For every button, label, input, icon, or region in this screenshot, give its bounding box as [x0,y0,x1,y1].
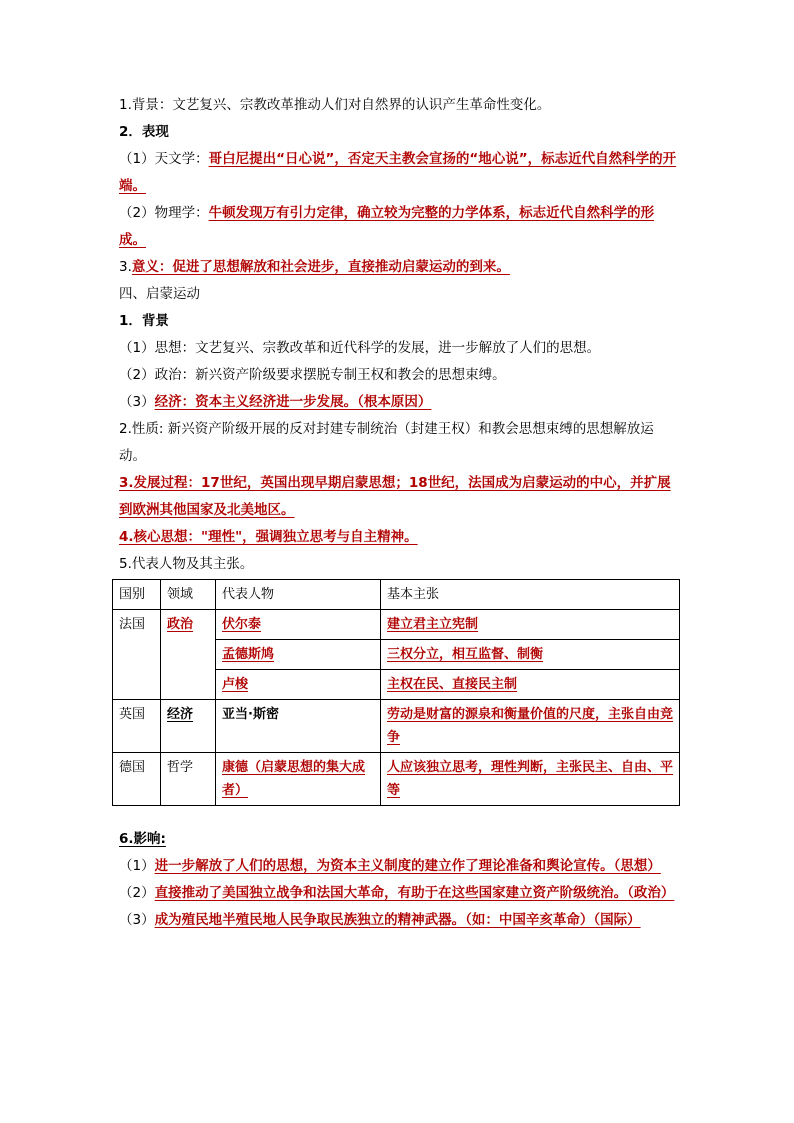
person-cell: 卢梭 [216,670,381,700]
background-line: 1.背景：文艺复兴、宗教改革推动人们对自然界的认识产生革命性变化。 [119,97,551,113]
influence-heading: 6.影响: [119,831,166,847]
economy-item [119,389,679,416]
field-cell: 政治 [161,610,216,700]
person-cell: 孟德斯鸠 [216,640,381,670]
performance-heading: 2．表现 [119,124,169,140]
influence-label: （2） [119,885,155,901]
table-row [113,753,680,806]
representatives-line: 5.代表人物及其主张。 [119,556,254,572]
country-cell: 英国 [113,700,161,753]
influence-item [119,907,679,934]
development-line [119,470,679,524]
claim-cell: 劳动是财富的源泉和衡量价值的尺度，主张自由竞争 [381,700,680,753]
person-cell: 伏尔泰 [216,610,381,640]
economy-text: 经济：资本主义经济进一步发展。（根本原因） [154,394,432,410]
document-page [119,92,679,934]
field-cell: 哲学 [161,753,216,806]
claim-cell: 主权在民、直接民主制 [381,670,680,700]
country-cell: 德国 [113,753,161,806]
development-text: 发展过程：17世纪，英国出现早期启蒙思想；18世纪，法国成为启蒙运动的中心，并扩展到欧洲其他国家及北美地区。 [119,475,671,518]
physics-item [119,200,679,254]
background-heading: 1．背景 [119,313,169,329]
table-row [113,610,680,640]
core-idea-line [119,524,679,551]
significance-label: 3. [119,259,132,275]
influence-text: 直接推动了美国独立战争和法国大革命，有助于在这些国家建立资产阶级统治。（政治） [154,885,675,901]
politics-item: （2）政治：新兴资产阶级要求摆脱专制王权和教会的思想束缚。 [119,367,506,383]
core-idea-text: 核心思想："理性"，强调独立思考与自主精神。 [133,529,418,545]
significance-text: 意义：促进了思想解放和社会进步，直接推动启蒙运动的到来。 [131,259,510,275]
country-cell: 法国 [113,610,161,700]
section-title: 四、启蒙运动 [119,286,200,302]
nature-line: 2.性质: 新兴资产阶级开展的反对封建专制统治（封建王权）和教会思想束缚的思想解放运动。 [119,421,654,464]
significance-line [119,254,679,281]
table-header: 领域 [161,580,216,610]
person-cell: 康德（启蒙思想的集大成者） [216,753,381,806]
representatives-table [112,579,680,806]
influence-label: （3） [119,912,155,928]
table-header: 基本主张 [381,580,680,610]
claim-cell: 建立君主立宪制 [381,610,680,640]
astronomy-item [119,146,679,200]
claim-cell: 三权分立，相互监督、制衡 [381,640,680,670]
economy-label: （3） [119,394,155,410]
influence-item [119,853,679,880]
development-label: 3. [119,475,134,491]
influence-item [119,880,679,907]
table-header-row [113,580,680,610]
astronomy-label: （1）天文学： [119,151,209,167]
thought-item: （1）思想：文艺复兴、宗教改革和近代科学的发展，进一步解放了人们的思想。 [119,340,601,356]
physics-label: （2）物理学： [119,205,209,221]
influence-text: 成为殖民地半殖民地人民争取民族独立的精神武器。（如：中国辛亥革命）（国际） [154,912,641,928]
claim-cell: 人应该独立思考，理性判断，主张民主、自由、平等 [381,753,680,806]
core-idea-label: 4. [119,529,134,545]
table-header: 代表人物 [216,580,381,610]
astronomy-text: 哥白尼提出“日心说”，否定天主教会宣扬的“地心说”，标志近代自然科学的开端。 [119,151,677,194]
influence-text: 进一步解放了人们的思想，为资本主义制度的建立作了理论准备和舆论宣传。（思想） [154,858,661,874]
person-cell: 亚当·斯密 [216,700,381,753]
influence-label: （1） [119,858,155,874]
table-row [113,700,680,753]
field-cell: 经济 [161,700,216,753]
physics-text: 牛顿发现万有引力定律，确立较为完整的力学体系，标志近代自然科学的形成。 [119,205,655,248]
table-header: 国别 [113,580,161,610]
